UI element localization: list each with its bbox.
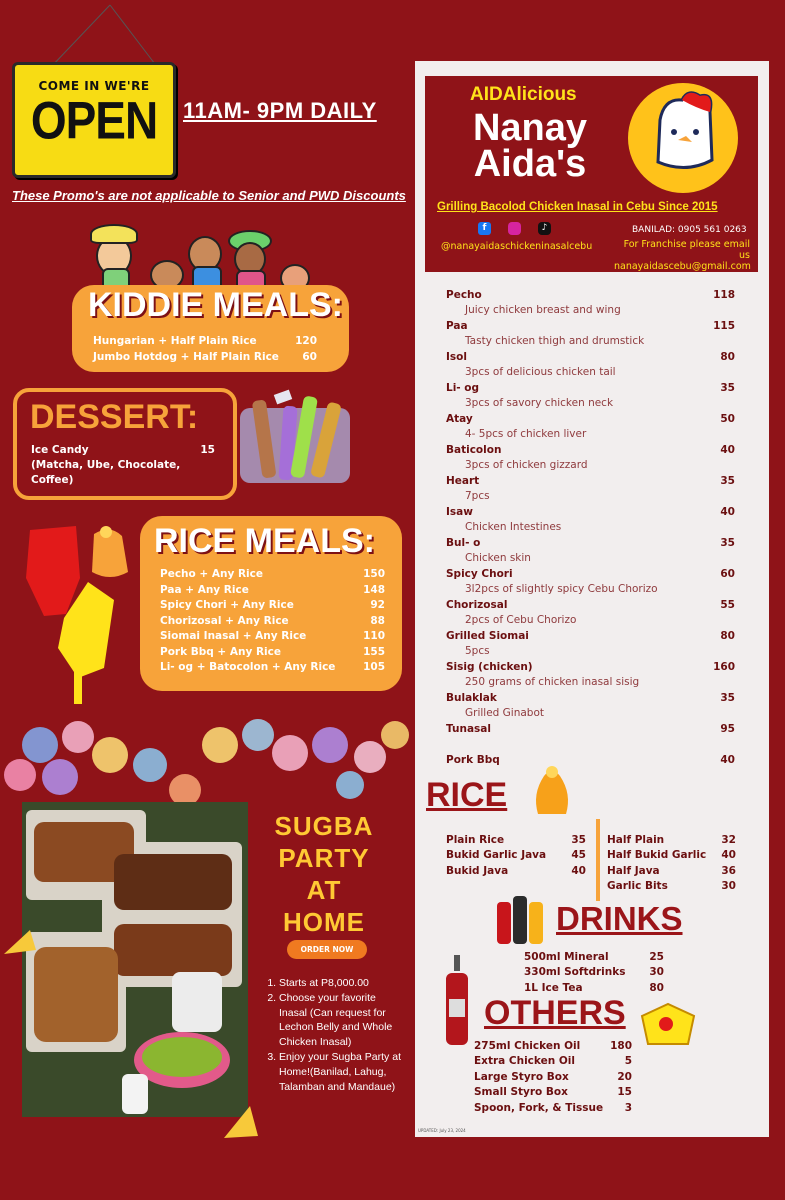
rice-divider — [596, 819, 600, 901]
updated-date: UPDATED: July 23, 2024 — [418, 1128, 466, 1133]
menu-item: Pecho 118 Juicy chicken breast and wing — [446, 289, 735, 316]
rice-title: RICE — [426, 776, 508, 814]
rice-item: Bukid Java 40 — [446, 864, 586, 877]
ice-candy-image — [235, 388, 355, 498]
business-hours: 11AM- 9PM DAILY — [183, 98, 377, 123]
brand-tagline: Grilling Bacolod Chicken Inasal in Cebu Since 2015 — [437, 201, 718, 213]
instagram-icon[interactable] — [508, 222, 521, 235]
party-title: SUGBA PARTY AT HOME — [274, 811, 374, 937]
menu-item: Isol 80 3pcs of delicious chicken tail — [446, 351, 735, 378]
chicken-illustrations — [18, 518, 128, 708]
rice-meal-item: Spicy Chori + Any Rice 92 — [160, 599, 385, 611]
party-step: 1. Starts at P8,000.00 — [279, 976, 402, 991]
promo-note: These Promo's are not applicable to Senior and PWD Discounts — [12, 188, 406, 203]
party-hat-icon — [0, 920, 40, 960]
dessert-item — [31, 443, 215, 488]
chicken-oil-bottle-icon — [444, 955, 472, 1047]
soda-bottles-icon — [493, 890, 549, 946]
kiddie-meals-list — [93, 334, 317, 365]
open-sign-main: OPEN — [30, 90, 158, 150]
menu-item: Paa 115 Tasty chicken thigh and drumstick — [446, 320, 735, 347]
kiddie-meals-title: KIDDIE MEALS: — [88, 286, 343, 324]
brand-sub: AIDAlicious — [470, 84, 577, 105]
styro-box-icon — [636, 996, 698, 1052]
rice-meal-item: Pork Bbq + Any Rice 155 — [160, 645, 385, 658]
others-title: OTHERS — [484, 994, 626, 1032]
rice-meals-title: RICE MEALS: — [154, 522, 375, 560]
dessert-item-flavors: (Matcha, Ube, Chocolate, Coffee) — [31, 459, 181, 486]
other-item: Spoon, Fork, & Tissue 3 — [474, 1101, 632, 1114]
menu-item: Baticolon 40 3pcs of chicken gizzard — [446, 444, 735, 471]
menu-item: Heart 35 7pcs — [446, 475, 735, 502]
open-sign — [12, 62, 176, 178]
rice-list-right — [607, 833, 736, 895]
rice-item: Half Java 36 — [607, 864, 736, 877]
dessert-item-name: Ice Candy — [31, 444, 89, 456]
rice-icon — [530, 764, 574, 820]
menu-item: Bulaklak 35 Grilled Ginabot — [446, 692, 735, 719]
rice-item: Plain Rice 35 — [446, 834, 586, 846]
rice-meal-item: Siomai Inasal + Any Rice 110 — [160, 630, 385, 642]
menu-item: Sisig (chicken) 160 250 grams of chicken inasal sisig — [446, 661, 735, 688]
menu-item: Chorizosal 55 2pcs of Cebu Chorizo — [446, 599, 735, 626]
kids-illustration — [88, 222, 308, 292]
drink-item: 500ml Mineral 25 — [524, 951, 664, 963]
other-item: Large Styro Box 20 — [474, 1070, 632, 1083]
rice-item: Half Plain 32 — [607, 834, 736, 846]
order-now-button[interactable]: ORDER NOW — [287, 940, 367, 959]
party-food-photo — [22, 802, 248, 1117]
menu-item: Spicy Chori 60 3l2pcs of slightly spicy Cebu Chorizo — [446, 568, 735, 595]
brand-name: Nanay Aida's — [472, 107, 588, 185]
rice-meal-item: Chorizosal + Any Rice 88 — [160, 614, 385, 627]
drinks-title: DRINKS — [556, 900, 683, 937]
menu-item: Isaw 40 Chicken Intestines — [446, 506, 735, 533]
rice-meal-item: Paa + Any Rice 148 — [160, 583, 385, 596]
party-step: 3. Enjoy your Sugba Party at Home!(Banilad, Lahug, Talamban and Mandaue) — [279, 1050, 402, 1094]
rice-meal-item: Li- og + Batocolon + Any Rice 105 — [160, 661, 385, 673]
menu-item: Tunasal 95 — [446, 723, 735, 735]
facebook-icon[interactable]: f — [478, 222, 491, 235]
other-item: Extra Chicken Oil 5 — [474, 1055, 632, 1068]
rice-list-left — [446, 833, 586, 879]
party-steps — [267, 976, 402, 1094]
party-hat-icon — [220, 1100, 264, 1144]
drink-item: 330ml Softdrinks 30 — [524, 966, 664, 979]
social-handle[interactable]: @nanayaidaschickeninasalcebu — [441, 241, 593, 252]
chicken-logo-icon — [626, 82, 740, 194]
menu-item: Pork Bbq 40 — [446, 754, 735, 766]
open-sign-top: COME IN WE'RE — [38, 79, 150, 93]
other-item: Small Styro Box 15 — [474, 1086, 632, 1099]
drinks-list — [524, 950, 664, 996]
rice-item: Half Bukid Garlic 40 — [607, 849, 736, 862]
kid-hair — [90, 224, 138, 244]
rice-item: Bukid Garlic Java 45 — [446, 849, 586, 862]
branch-phone: BANILAD: 0905 561 0263 — [632, 225, 747, 235]
menu-item: Atay 50 4- 5pcs of chicken liver — [446, 413, 735, 440]
drink-item: 1L Ice Tea 80 — [524, 981, 664, 994]
dessert-item-price: 15 — [200, 444, 215, 456]
party-step: 2. Choose your favorite Inasal (Can request for Lechon Belly and Whole Chicken Inasal) — [279, 991, 402, 1050]
menu-item: Grilled Siomai 80 5pcs — [446, 630, 735, 657]
sign-string — [40, 0, 160, 70]
rice-meals-list — [160, 567, 385, 676]
rice-meal-item: Pecho + Any Rice 150 — [160, 568, 385, 580]
menu-item: Li- og 35 3pcs of savory chicken neck — [446, 382, 735, 409]
kiddie-item: Jumbo Hotdog + Half Plain Rice 60 — [93, 350, 317, 363]
balloons-decoration — [0, 715, 412, 815]
dessert-title: DESSERT: — [30, 398, 199, 436]
kiddie-item: Hungarian + Half Plain Rice 120 — [93, 335, 317, 347]
tiktok-icon[interactable]: ♪ — [538, 222, 551, 235]
others-list — [474, 1039, 632, 1116]
menu-item: Bul- o 35 Chicken skin — [446, 537, 735, 564]
rice-item: Garlic Bits 30 — [607, 880, 736, 893]
franchise-info: For Franchise please email us nanayaidascebu@gmail.com — [614, 239, 751, 272]
other-item: 275ml Chicken Oil 180 — [474, 1040, 632, 1052]
